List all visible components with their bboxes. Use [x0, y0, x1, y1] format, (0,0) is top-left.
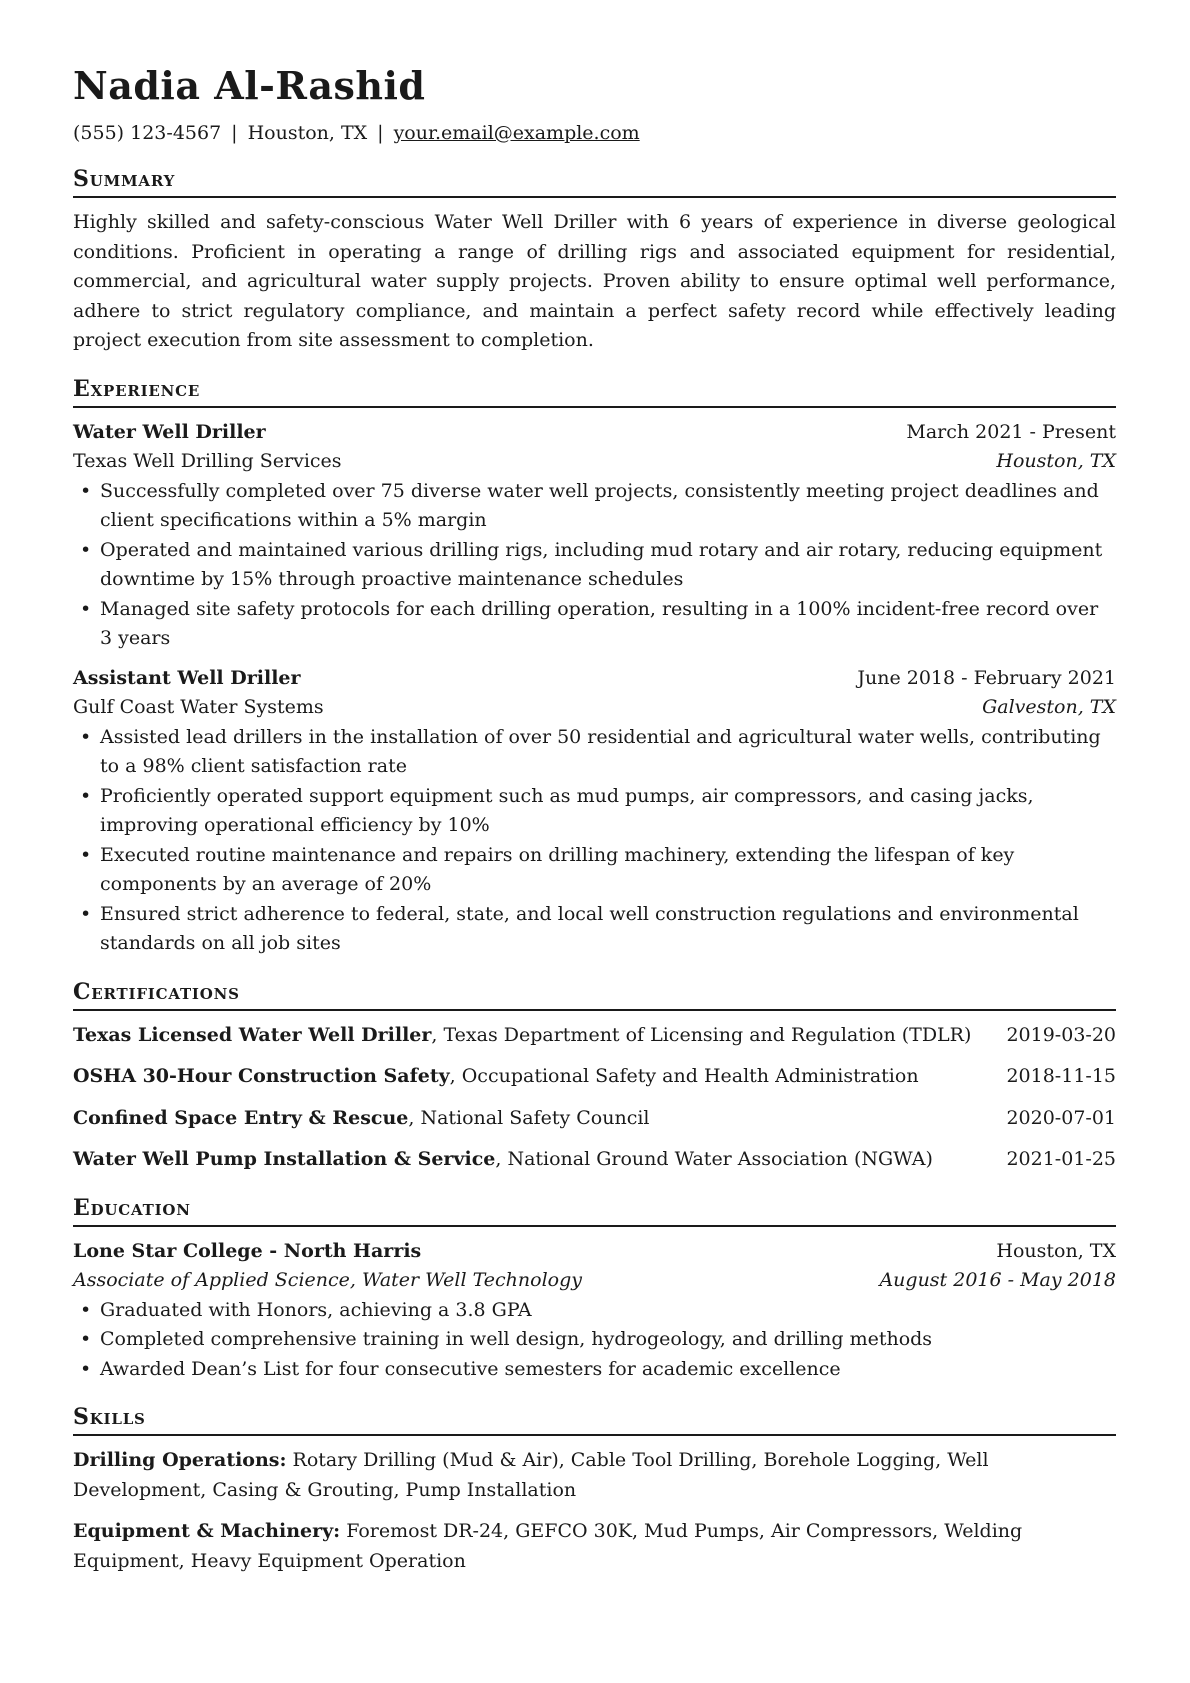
education-bullets — [73, 1296, 1116, 1385]
certification-date: 2019-03-20 — [1006, 1023, 1116, 1046]
list-item: • Operated and maintained various drilling rigs, including mud rotary and air rotary, reducing equipment downtime by 15% through proactive maintenance schedules — [73, 536, 1116, 595]
job-company: Gulf Coast Water Systems — [73, 696, 324, 718]
job-location: Houston, TX — [996, 450, 1116, 472]
list-item: • Managed site safety protocols for each drilling operation, resulting in a 100% incident-free record over 3 years — [73, 595, 1116, 654]
certification-name: Texas Licensed Water Well Driller — [73, 1023, 432, 1046]
certification-date: 2020-07-01 — [1006, 1106, 1116, 1129]
skill-row — [73, 1446, 1116, 1505]
skill-value: Foremost DR-24, GEFCO 30K, Mud Pumps, Air Compressors, Welding Equipment, Heavy Equipment Operation — [73, 1520, 1023, 1572]
section-title-education: Education — [73, 1193, 1116, 1227]
email-link[interactable]: your.email@example.com — [393, 122, 640, 144]
job-header — [73, 418, 1116, 448]
certification-text — [73, 1021, 971, 1051]
certification-issuer: , National Ground Water Association (NGWA) — [495, 1148, 933, 1170]
job-bullets — [73, 477, 1116, 654]
certification-date: 2021-01-25 — [1006, 1148, 1116, 1170]
job-bullets — [73, 723, 1116, 959]
list-item: • Graduated with Honors, achieving a 3.8 GPA — [73, 1296, 1116, 1326]
certification-row — [73, 1104, 1116, 1134]
certifications-section — [73, 977, 1116, 1175]
summary-text: Highly skilled and safety-conscious Water Well Driller with 6 years of experience in diverse geological conditions. Proficient in operating a range of drilling rigs and associated equipment for residential, commercial, and agricultural water supply projects. Proven ability to ensure optimal well performance, adhere to strict regulatory compliance, and maintain a perfect safety record while effectively leading project execution from site assessment to completion. — [73, 211, 1116, 351]
contact-line — [73, 120, 1116, 146]
degree: Associate of Applied Science, Water Well Technology — [73, 1269, 582, 1291]
separator: | — [377, 122, 384, 144]
certification-text — [73, 1062, 919, 1092]
list-item: • Completed comprehensive training in well design, hydrogeology, and drilling methods — [73, 1325, 1116, 1355]
list-item: • Assisted lead drillers in the installation of over 50 residential and agricultural water wells, contributing to a 98% client satisfaction rate — [73, 723, 1116, 782]
job-entry — [73, 664, 1116, 959]
summary-section — [73, 164, 1116, 356]
list-item: • Awarded Dean’s List for four consecutive semesters for academic excellence — [73, 1355, 1116, 1385]
job-dates: March 2021 - Present — [906, 420, 1116, 443]
list-item: • Successfully completed over 75 diverse water well projects, consistently meeting project deadlines and client specifications within a 5% margin — [73, 477, 1116, 536]
skill-value: Rotary Drilling (Mud & Air), Cable Tool Drilling, Borehole Logging, Well Development, Casing & Grouting, Pump Installation — [73, 1449, 989, 1501]
experience-section — [73, 374, 1116, 959]
education-subheader — [73, 1266, 1116, 1296]
certification-name: Water Well Pump Installation & Service — [73, 1148, 496, 1170]
section-title-experience: Experience — [73, 374, 1116, 408]
job-location: Galveston, TX — [982, 696, 1116, 718]
location: Houston, TX — [247, 122, 368, 144]
certification-row — [73, 1145, 1116, 1175]
job-company: Texas Well Drilling Services — [73, 450, 342, 472]
education-header — [73, 1237, 1116, 1267]
separator: | — [231, 122, 238, 144]
job-subheader — [73, 447, 1116, 477]
section-title-certifications: Certifications — [73, 977, 1116, 1011]
skills-section — [73, 1402, 1116, 1576]
school-name: Lone Star College - North Harris — [73, 1239, 422, 1262]
section-title-summary: Summary — [73, 164, 1116, 198]
list-item: • Ensured strict adherence to federal, state, and local well construction regulations and environmental standards on all job sites — [73, 900, 1116, 959]
certification-name: OSHA 30-Hour Construction Safety — [73, 1065, 450, 1087]
education-dates: August 2016 - May 2018 — [879, 1269, 1116, 1291]
skill-label: Equipment & Machinery: — [73, 1520, 341, 1542]
certification-row — [73, 1062, 1116, 1092]
certification-name: Confined Space Entry & Rescue — [73, 1106, 409, 1129]
certification-text — [73, 1145, 933, 1175]
certification-issuer: , National Safety Council — [408, 1106, 650, 1129]
list-item: • Executed routine maintenance and repairs on drilling machinery, extending the lifespan of key components by an average of 20% — [73, 841, 1116, 900]
skill-row — [73, 1517, 1116, 1576]
job-role: Assistant Well Driller — [73, 666, 301, 689]
candidate-name: Nadia Al-Rashid — [73, 63, 426, 108]
job-subheader — [73, 693, 1116, 723]
certification-text — [73, 1104, 650, 1134]
skill-label: Drilling Operations: — [73, 1449, 287, 1471]
phone-number: (555) 123-4567 — [73, 122, 222, 144]
job-dates: June 2018 - February 2021 — [857, 666, 1116, 689]
certification-issuer: , Texas Department of Licensing and Regulation (TDLR) — [431, 1023, 972, 1046]
education-section — [73, 1193, 1116, 1385]
certification-date: 2018-11-15 — [1006, 1065, 1116, 1087]
job-header — [73, 664, 1116, 694]
job-role: Water Well Driller — [73, 420, 266, 443]
certification-row — [73, 1021, 1116, 1051]
list-item: • Proficiently operated support equipment such as mud pumps, air compressors, and casing jacks, improving operational efficiency by 10% — [73, 782, 1116, 841]
school-location: Houston, TX — [996, 1239, 1116, 1262]
certification-issuer: , Occupational Safety and Health Administration — [449, 1065, 919, 1087]
section-title-skills: Skills — [73, 1402, 1116, 1436]
job-entry — [73, 418, 1116, 654]
